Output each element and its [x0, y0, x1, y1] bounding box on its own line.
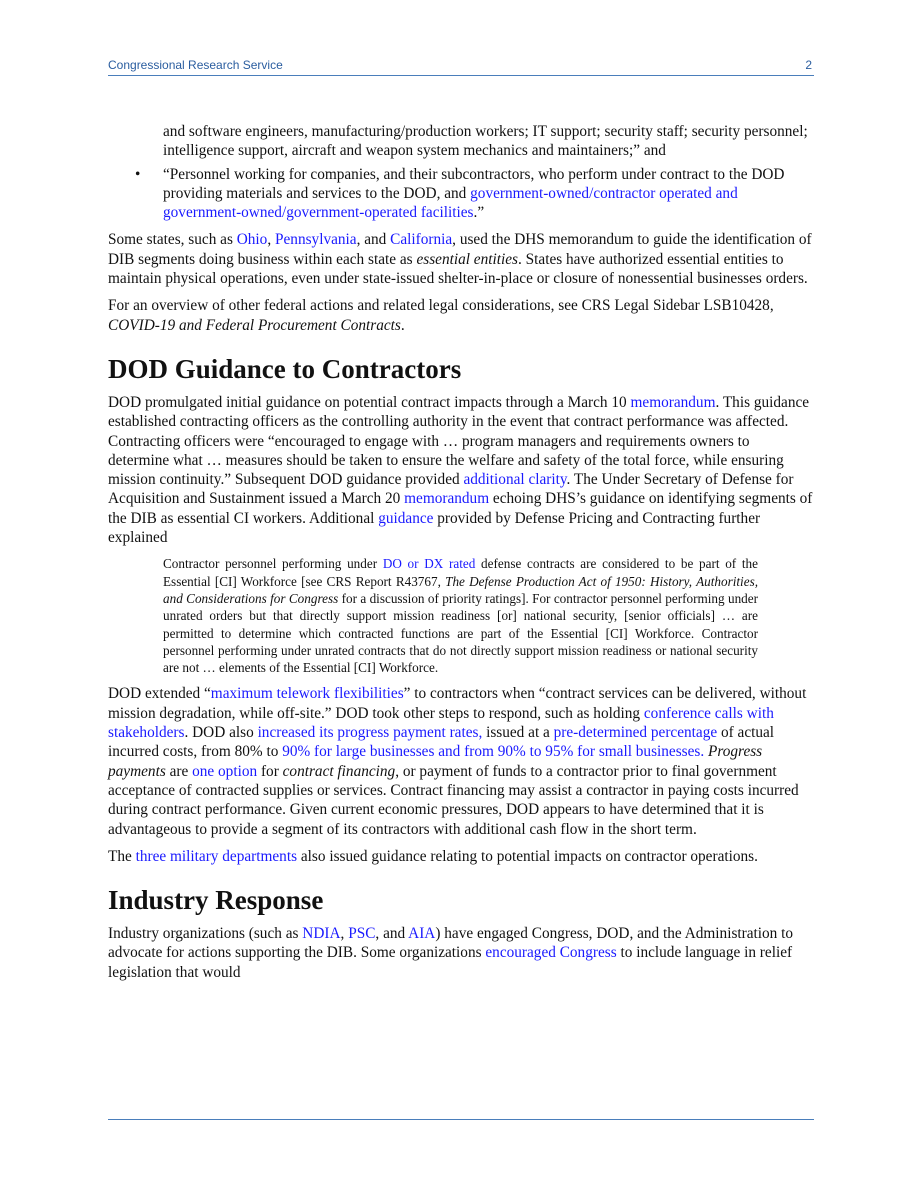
- telework-link[interactable]: maximum telework flexibilities: [210, 685, 404, 703]
- page-header: [108, 57, 814, 76]
- dod-paragraph-2: DOD extended “maximum telework flexibilities” to contractors when “contract services can be delivered, without mission degradation, while off-site.” DOD took other steps to respond, such as holding conference calls with stakeholders. DOD also increased its progress payment rates, issued at a pre-determined percentage of actual incurred costs, from 80% to 90% for large businesses and from 90% to 95% for small businesses. Progress payments are one option for contract financing, or payment of funds to a contractor prior to final government acceptance of contracted supplies or services. Contract financing may assist a contractor in paying costs incurred during contract performance. Given current economic pressures, DOD appears to have determined that it is advantageous to provide a segment of its contractors with additional cash flow in the short term.: [108, 685, 807, 838]
- encouraged-congress-link[interactable]: encouraged Congress: [485, 944, 617, 962]
- dod-paragraph-3: The three military departments also issued guidance relating to potential impacts on contractor operations.: [108, 847, 758, 865]
- california-link[interactable]: California: [390, 231, 453, 249]
- predetermined-percentage-link[interactable]: pre-determined percentage: [553, 724, 718, 742]
- list-item: • “Personnel working for companies, and their subcontractors, who perform under contract to the DOD providing materials and services to the DOD, and government-owned/contractor operated and government-owned/government-operated facilities.”: [135, 165, 785, 222]
- progress-payment-rates-link[interactable]: increased its progress payment rates,: [257, 724, 483, 742]
- guidance-link[interactable]: guidance: [378, 509, 434, 527]
- section-heading-dod-guidance: DOD Guidance to Contractors: [108, 353, 462, 384]
- footer-rule: [108, 1119, 814, 1120]
- document-body: [108, 122, 814, 982]
- march20-memorandum-link[interactable]: memorandum: [404, 490, 490, 508]
- one-option-link[interactable]: one option: [192, 762, 258, 780]
- ohio-link[interactable]: Ohio: [236, 231, 268, 249]
- psc-link[interactable]: PSC: [348, 925, 376, 943]
- page-number: 2: [805, 58, 812, 72]
- overview-paragraph: For an overview of other federal actions and related legal considerations, see CRS Legal Sidebar LSB10428, COVID-19 and Federal Procurement Contracts.: [108, 297, 774, 334]
- pennsylvania-link[interactable]: Pennsylvania: [275, 231, 357, 249]
- ndia-link[interactable]: NDIA: [302, 925, 341, 943]
- gov-facilities-link[interactable]: government-owned/contractor operated and government-owned/government-operated facilities: [163, 184, 738, 222]
- march10-memorandum-link[interactable]: memorandum: [630, 393, 716, 411]
- block-quote: Contractor personnel performing under DO or DX rated defense contracts are considered to be part of the Essential [CI] Workforce [see CRS Report R43767, The Defense Production Act of 1950: History, Authorities, and Considerations for Congress for a discussion of priority ratings]. For contractor personnel performing under unrated orders but that directly support mission readiness [or] national security, [senior officials] … are permitted to determine which contracted functions are part of the Essential [CI] Workforce. Contractor personnel performing under unrated contracts that do not directly support mission readiness or national security are not … elements of the Essential [CI] Workforce.: [163, 556, 759, 676]
- business-rates-link[interactable]: 90% for large businesses and from 90% to 95% for small businesses.: [282, 743, 705, 761]
- industry-paragraph: Industry organizations (such as NDIA, PSC, and AIA) have engaged Congress, DOD, and the Administration to advocate for actions supporting the DIB. Some organizations encouraged Congress to include language in relief legislation that would: [108, 925, 794, 981]
- do-dx-rated-link[interactable]: DO or DX rated: [382, 556, 476, 572]
- dod-paragraph-1: DOD promulgated initial guidance on potential contract impacts through a March 10 memorandum. This guidance established contracting officers as the controlling authority in the event that contract performance was affected. Contracting officers were “encouraged to engage with … program managers and requirements owners to determine what … measures should be taken to ensure the welfare and safety of the total force, while ensuring mission continuity.” Subsequent DOD guidance provided additional clarity. The Under Secretary of Defense for Acquisition and Sustainment issued a March 20 memorandum echoing DHS’s guidance on identifying segments of the DIB as essential CI workers. Additional guidance provided by Defense Pricing and Contracting further explained: [108, 393, 813, 547]
- bullet-icon: •: [135, 165, 141, 183]
- military-departments-link[interactable]: three military departments: [135, 847, 298, 865]
- states-paragraph: Some states, such as Ohio, Pennsylvania, and California, used the DHS memorandum to guide the identification of DIB segments doing business within each state as essential entities. States have authorized essential entities to maintain physical operations, even under state-issued shelter-in-place or closure of nonessential businesses orders.: [108, 231, 812, 288]
- conference-calls-link[interactable]: conference calls with stakeholders: [108, 704, 774, 742]
- aia-link[interactable]: AIA: [408, 925, 436, 943]
- section-heading-industry-response: Industry Response: [108, 885, 324, 916]
- additional-clarity-link[interactable]: additional clarity: [463, 471, 567, 489]
- continued-bullet-text: and software engineers, manufacturing/production workers; IT support; security staff; security personnel; intelligence support, aircraft and weapon system mechanics and maintainers;” and: [163, 123, 808, 160]
- header-org: Congressional Research Service: [108, 58, 283, 72]
